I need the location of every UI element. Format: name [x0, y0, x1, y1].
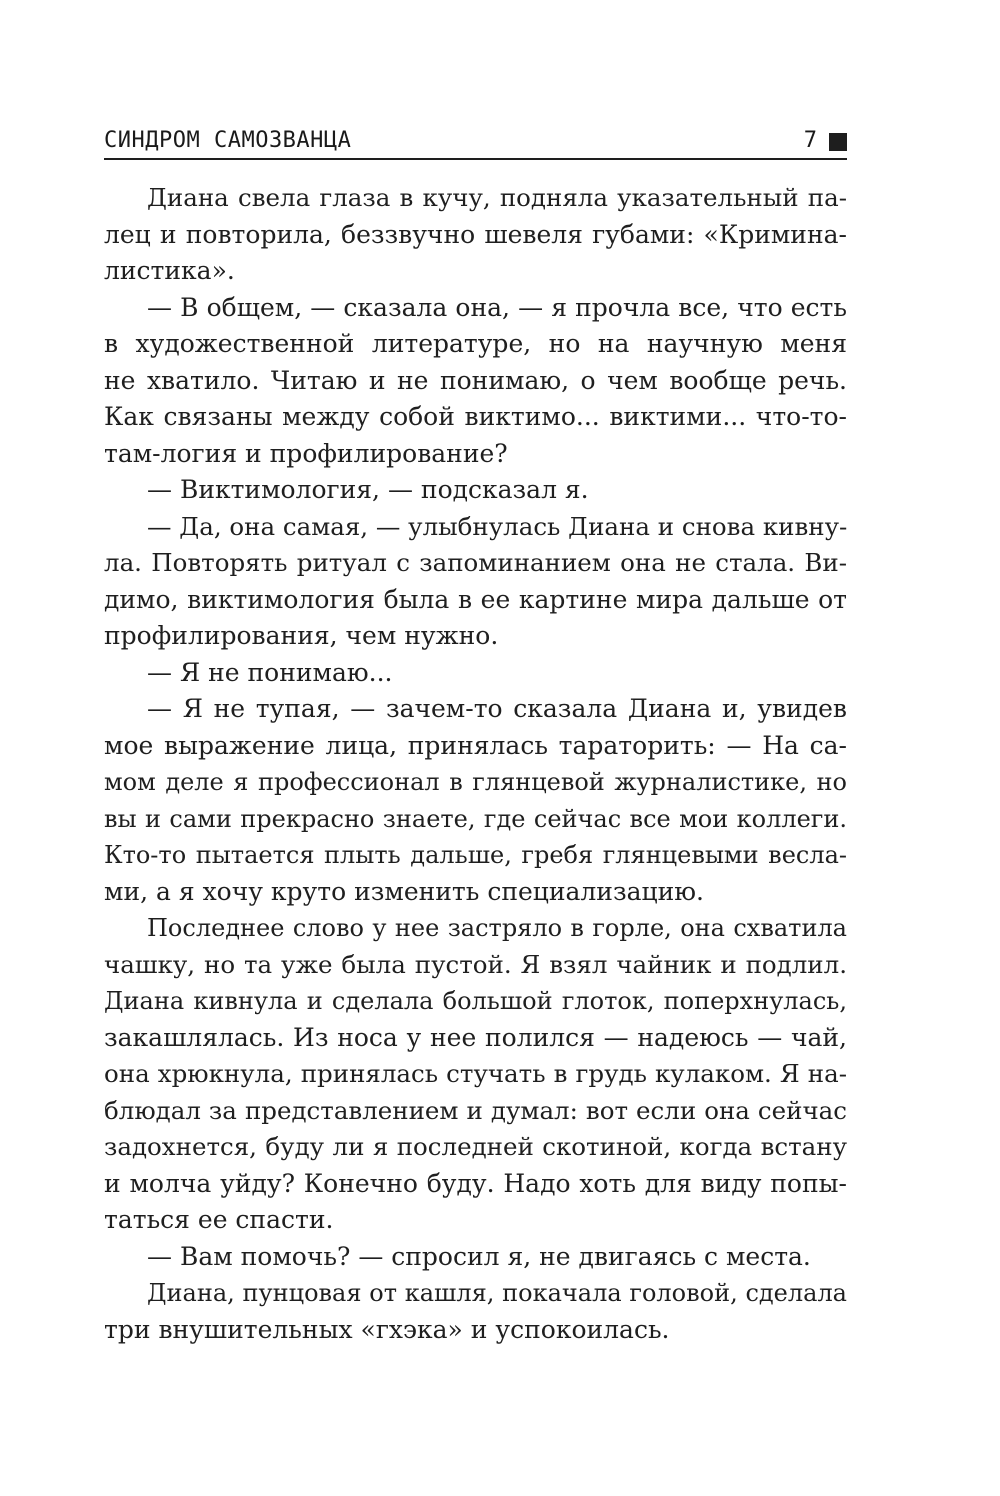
text-line: мое выражение лица, принялась тараторить: — На са-	[104, 730, 847, 760]
text-line: три внушительных «гхэка» и успокоилась.	[104, 1314, 670, 1344]
text-line: Последнее слово у нее застряло в горле, она схватила	[147, 914, 847, 942]
text-line: в художественной литературе, но на научную меня	[104, 329, 847, 358]
text-line: там-логия и профилирование?	[104, 438, 508, 468]
text-line: — В общем, — сказала она, — я прочла все, что есть	[147, 292, 847, 322]
text-line: не хватило. Читаю и не понимаю, о чем вообще речь.	[104, 365, 847, 395]
book-title: СИНДРОМ САМОЗВАНЦА	[104, 128, 352, 153]
text-line: блюдал за представлением и думал: вот если она сейчас	[104, 1095, 847, 1125]
text-line: ла. Повторять ритуал с запоминанием она не стала. Ви-	[104, 548, 847, 577]
text-line: таться ее спасти.	[104, 1205, 334, 1234]
text-line: Как связаны между собой виктимо... виктими... что-то-	[104, 402, 847, 431]
running-head	[104, 128, 847, 160]
text-line: димо, виктимология была в ее картине мира дальше от	[104, 584, 847, 614]
text-line: Диана, пунцовая от кашля, покачала головой, сделала	[147, 1279, 847, 1307]
text-line: — Я не тупая, — зачем-то сказала Диана и, увидев	[147, 694, 847, 723]
header-divider	[104, 158, 847, 160]
text-line: ми, а я хочу круто изменить специализацию.	[104, 876, 704, 906]
text-line: профилирования, чем нужно.	[104, 621, 499, 650]
text-line: она хрюкнула, принялась стучать в грудь кулаком. Я на-	[104, 1059, 847, 1088]
text-line: Диана кивнула и сделала большой глоток, поперхнулась,	[104, 987, 847, 1015]
text-line: вы и сами прекрасно знаете, где сейчас все мои коллеги.	[104, 804, 847, 833]
page-marker-square-icon	[829, 133, 847, 151]
text-line: мом деле я профессионал в глянцевой журналистике, но	[104, 768, 847, 796]
text-line: листика».	[104, 256, 235, 285]
text-line: — Виктимология, — подсказал я.	[147, 475, 589, 504]
text-line: — Вам помочь? — спросил я, не двигаясь с места.	[147, 1241, 811, 1271]
text-line: чашку, но та уже была пустой. Я взял чайник и подлил.	[104, 949, 847, 979]
page-number: 7	[803, 128, 817, 153]
text-line: и молча уйду? Конечно буду. Надо хоть для виду попы-	[104, 1168, 847, 1198]
text-line: — Я не понимаю...	[147, 657, 393, 687]
text-line: закашлялась. Из носа у нее полился — надеюсь — чай,	[104, 1022, 847, 1052]
text-line: Кто-то пытается плыть дальше, гребя глянцевыми весла-	[104, 841, 847, 869]
text-line: — Да, она самая, — улыбнулась Диана и снова кивну-	[147, 511, 847, 541]
body-text	[104, 180, 847, 1348]
text-line: лец и повторила, беззвучно шевеля губами: «Кримина-	[104, 219, 847, 249]
text-line: задохнется, буду ли я последней скотиной, когда встану	[104, 1132, 847, 1161]
text-line: Диана свела глаза в кучу, подняла указательный па-	[147, 183, 847, 212]
